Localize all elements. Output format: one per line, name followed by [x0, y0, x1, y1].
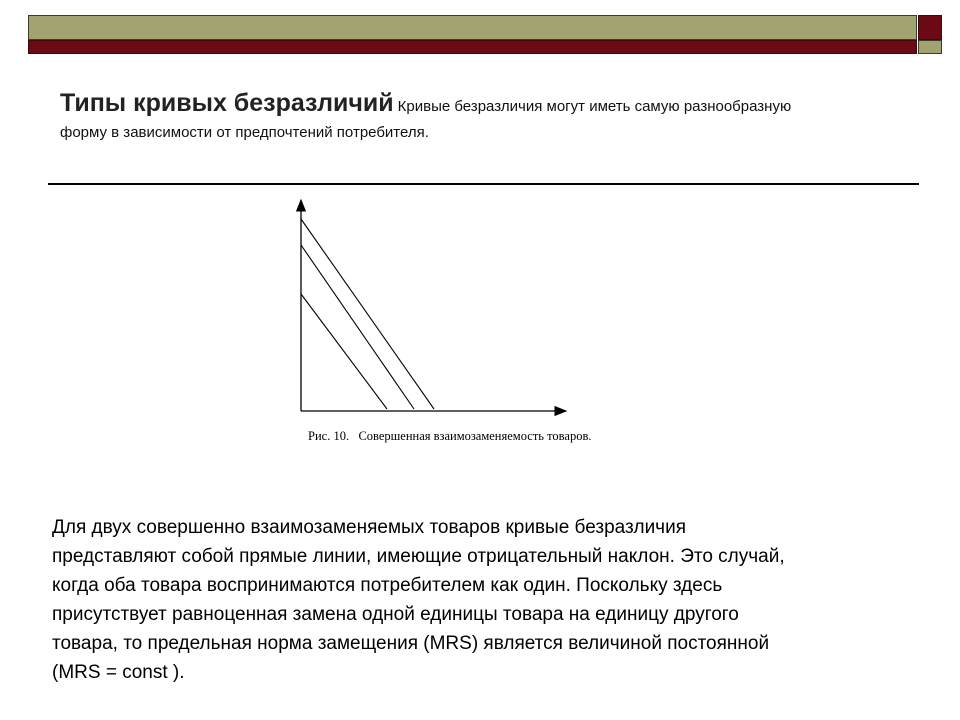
slide-header [60, 88, 900, 122]
body-line-3: когда оба товара воспринимаются потребителем как один. Поскольку здесь [52, 575, 723, 596]
indifference-line-3 [301, 219, 434, 409]
header-divider [48, 183, 919, 185]
body-line-5: товара, то предельная норма замещения (MRS) является величиной постоянной [52, 633, 770, 654]
slide-subtitle-line1: Кривые безразличия могут иметь самую разнообразную [397, 98, 792, 115]
figure-caption: Рис. 10. Совершенная взаимозаменяемость товаров. [308, 429, 592, 443]
indifference-curves [301, 219, 434, 409]
header-square-maroon [918, 15, 942, 40]
body-paragraph [52, 513, 922, 687]
body-line-1: Для двух совершенно взаимозаменяемых товаров кривые безразличия [52, 517, 686, 538]
body-line-6: (MRS = const ). [52, 662, 185, 683]
header-bar-maroon [28, 40, 917, 54]
body-line-2: представляют собой прямые линии, имеющие отрицательный наклон. Это случай, [52, 546, 785, 567]
slide-subtitle-line2: форму в зависимости от предпочтений потребителя. [60, 124, 429, 141]
indifference-line-2 [301, 245, 414, 409]
indifference-curves-diagram [280, 190, 580, 425]
body-line-4: присутствует равноценная замена одной единицы товара на единицу другого [52, 604, 739, 625]
header-square-olive [918, 40, 942, 54]
header-bar-olive [28, 15, 917, 40]
slide-title: Типы кривых безразличий [60, 89, 394, 117]
